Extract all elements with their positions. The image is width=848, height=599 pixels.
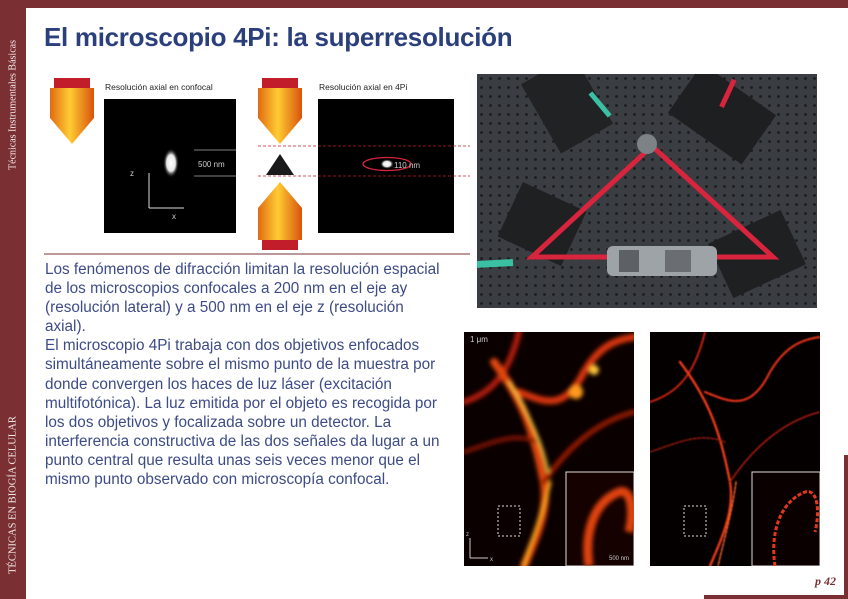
sidebar xyxy=(0,0,26,599)
confocal-axis-x: x xyxy=(172,212,176,221)
page-title: El microscopio 4Pi: la superresolución xyxy=(44,22,513,52)
fourpi-measure: 110 nm xyxy=(394,161,421,170)
setup-photo xyxy=(477,74,817,308)
paragraph-4pi: El microscopio 4Pi trabaja con dos objetivos enfocados simultáneamente sobre el mismo punto de la muestra por donde convergen los haces de luz láser (excitación multifotónica). La luz emitida por el objeto es recogida por los dos objetivos y focalizada sobre un detector. La interferencia constructiva de las dos señales da lugar a un punto central que resulta unas seis veces menor que el mismo punto observado con microscopía confocal. xyxy=(45,337,440,489)
confocal-objective-icon xyxy=(50,78,94,144)
fourpi-label: Resolución axial en 4Pi xyxy=(319,82,408,92)
fourpi-micrograph xyxy=(650,332,820,566)
body-text xyxy=(45,260,445,489)
corner-accent-vertical xyxy=(844,455,848,599)
micro1-inset-scale: 500 nm xyxy=(609,556,630,562)
confocal-micrograph xyxy=(464,332,634,566)
confocal-axis-z: z xyxy=(130,169,134,178)
micro1-axis-z: z xyxy=(466,532,469,538)
axial-resolution-diagram xyxy=(44,78,474,256)
fourpi-objective-bottom-icon xyxy=(258,182,302,250)
fourpi-spot xyxy=(380,159,394,169)
micro1-axis-x: x xyxy=(490,557,493,563)
confocal-measure: 500 nm xyxy=(198,160,225,169)
page-number: p 42 xyxy=(815,574,836,588)
top-bar xyxy=(0,0,848,8)
sidebar-book-title: TÉCNICAS EN BIOGÍA CELULAR xyxy=(7,416,19,574)
confocal-spot xyxy=(163,148,179,178)
fourpi-objective-top-icon xyxy=(258,78,302,144)
sidebar-series-title: Técnicas Instrumentales Básicas xyxy=(7,40,19,170)
micro1-scale-label: 1 μm xyxy=(470,335,488,344)
paragraph-diffraction: Los fenómenos de difracción limitan la resolución espacial de los microscopios confocales a 200 nm en el eje ay (resolución lateral) y a 500 nm en el eje z (resolución axial). xyxy=(45,261,440,336)
corner-accent-horizontal xyxy=(704,595,848,599)
confocal-label: Resolución axial en confocal xyxy=(105,82,213,92)
